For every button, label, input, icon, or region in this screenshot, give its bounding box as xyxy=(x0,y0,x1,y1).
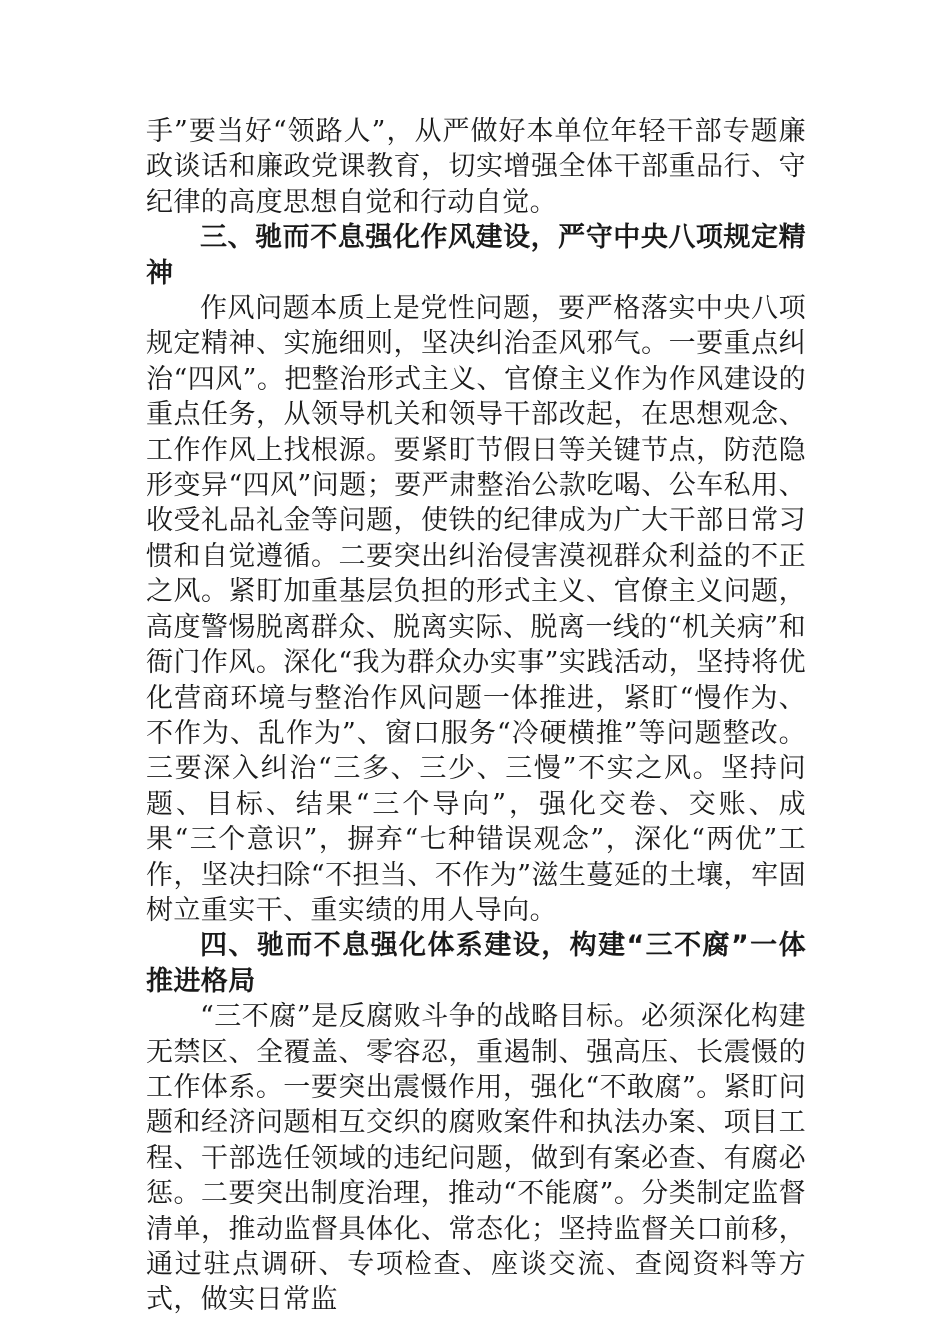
section-heading-four: 四、驰而不息强化体系建设，构建“三不腐”一体推进格局 xyxy=(146,930,806,997)
body-paragraph-continuation: 手”要当好“领路人”，从严做好本单位年轻干部专题廉政谈话和廉政党课教育，切实增强全体干部重品行、守纪律的高度思想自觉和行动自觉。 xyxy=(146,116,806,218)
body-paragraph-style-building: 作风问题本质上是党性问题，要严格落实中央八项规定精神、实施细则，坚决纠治歪风邪气。一要重点纠治“四风”。把整治形式主义、官僚主义作为作风建设的重点任务，从领导机关和领导干部改起，在思想观念、工作作风上找根源。要紧盯节假日等关键节点，防范隐形变异“四风”问题；要严肃整治公款吃喝、公车私用、收受礼品礼金等问题，使铁的纪律成为广大干部日常习惯和自觉遵循。二要突出纠治侵害漠视群众利益的不正之风。紧盯加重基层负担的形式主义、官僚主义问题，高度警惕脱离群众、脱离实际、脱离一线的“机关病”和衙门作风。深化“我为群众办实事”实践活动，坚持将优化营商环境与整治作风问题一体推进，紧盯“慢作为、不作为、乱作为”、窗口服务“冷硬横推”等问题整改。三要深入纠治“三多、三少、三慢”不实之风。坚持问题、目标、结果“三个导向”，强化交卷、交账、成果“三个意识”，摒弃“七种错误观念”，深化“两优”工作，坚决扫除“不担当、不作为”滋生蔓延的土壤，牢固树立重实干、重实绩的用人导向。 xyxy=(146,293,806,926)
section-heading-three: 三、驰而不息强化作风建设，严守中央八项规定精神 xyxy=(146,222,806,289)
document-page xyxy=(146,114,806,1318)
body-paragraph-system-building: “三不腐”是反腐败斗争的战略目标。必须深化构建无禁区、全覆盖、零容忍，重遏制、强高压、长震慑的工作体系。一要突出震慑作用，强化“不敢腐”。紧盯问题和经济问题相互交织的腐败案件和执法办案、项目工程、干部选任领域的违纪问题，做到有案必查、有腐必惩。二要突出制度治理，推动“不能腐”。分类制定监督清单，推动监督具体化、常态化；坚持监督关口前移，通过驻点调研、专项检查、座谈交流、查阅资料等方式，做实日常监 xyxy=(146,1001,806,1316)
